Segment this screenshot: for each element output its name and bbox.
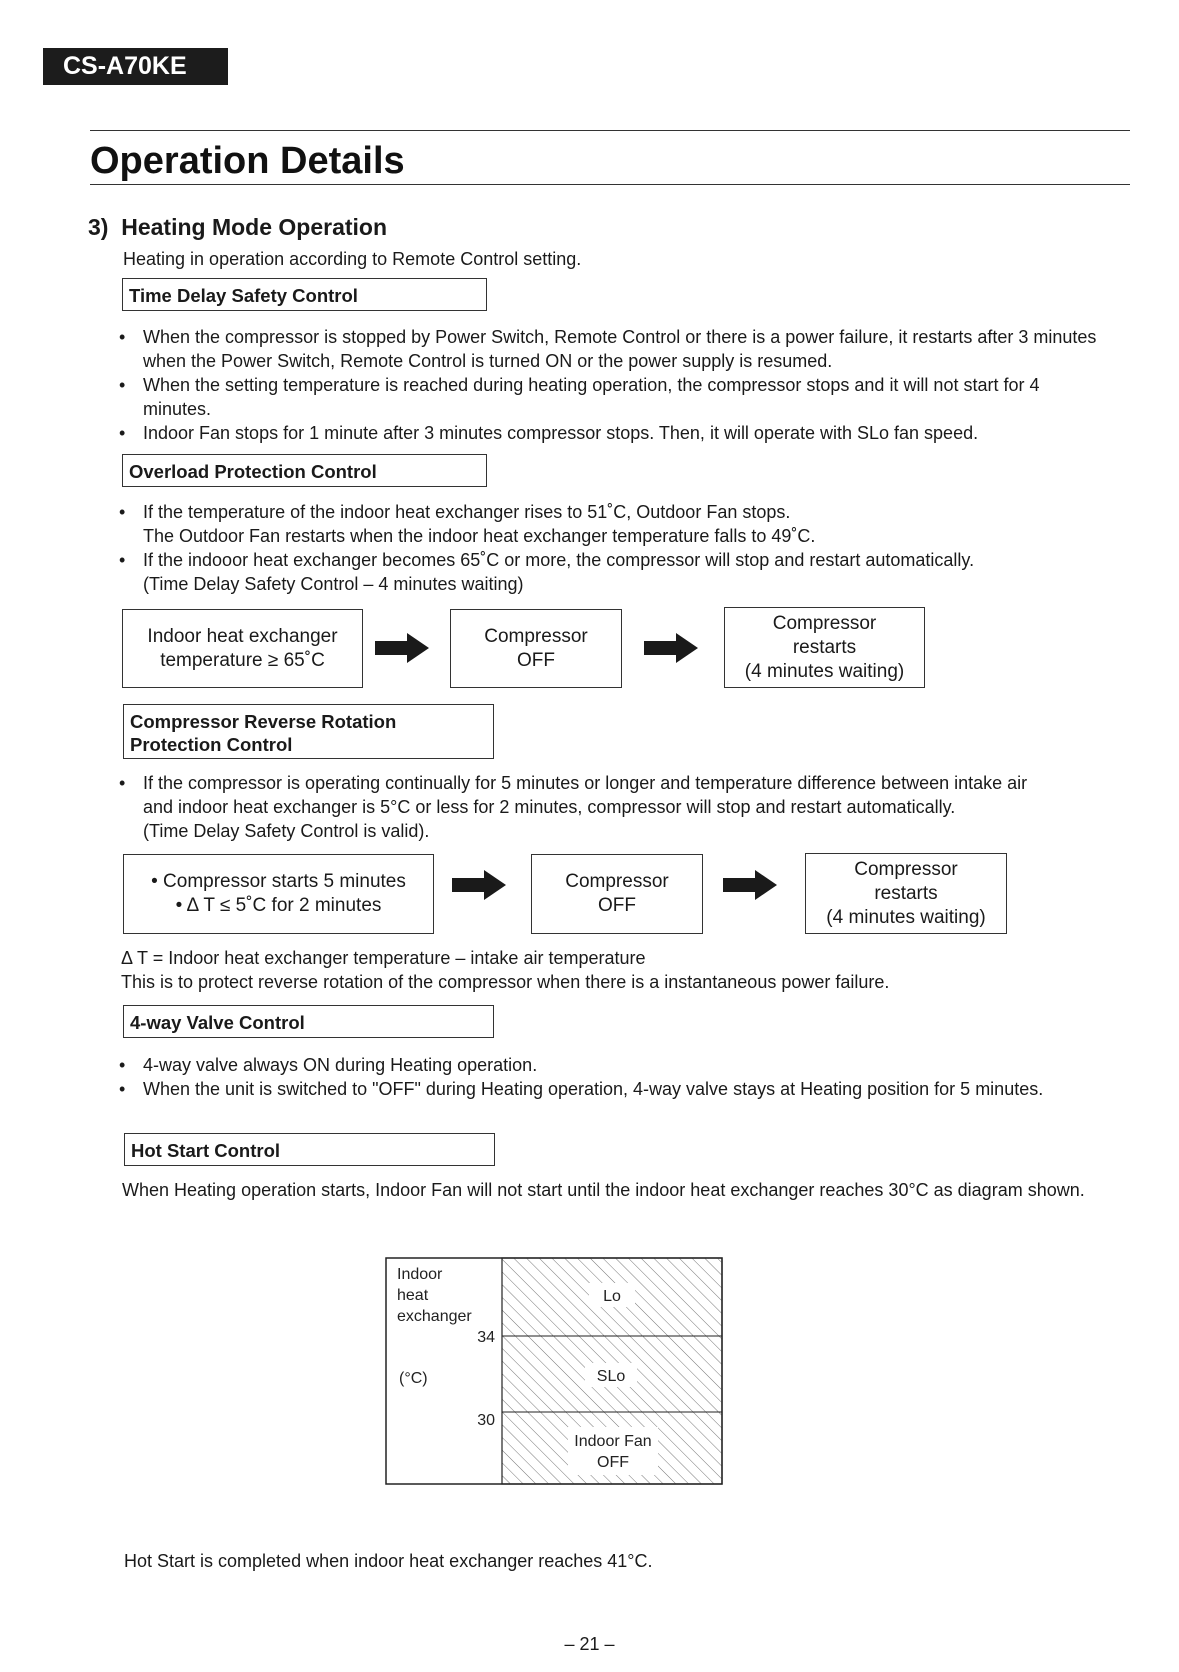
flow-box-text: • Compressor starts 5 minutes [151, 871, 406, 892]
overload-flow-condition [122, 609, 363, 688]
reverse-bullet-line: and indoor heat exchanger is 5°C or less for 2 minutes, compressor will stop and restart automatically. [143, 797, 956, 817]
flow-box-text: (4 minutes waiting) [826, 906, 986, 928]
section-description: Heating in operation according to Remote Control setting. [123, 249, 582, 269]
reverse-list [119, 771, 1119, 843]
time-delay-title: Time Delay Safety Control [122, 278, 487, 311]
flow-box-text: restarts [874, 882, 938, 904]
axis-label-line1: Indoor [397, 1266, 443, 1283]
arrow-right-icon [644, 633, 698, 663]
list-item [119, 548, 1104, 596]
overload-bullet2-line2: (Time Delay Safety Control – 4 minutes waiting) [143, 574, 524, 594]
hot-start-description: When Heating operation starts, Indoor Fan will not start until the indoor heat exchanger reaches 30°C as diagram shown. [122, 1180, 1085, 1200]
list-item: • When the unit is switched to "OFF" during Heating operation, 4-way valve stays at Heating position for 5 minutes. [119, 1077, 1129, 1101]
reverse-note-line: Δ T = Indoor heat exchanger temperature – intake air temperature [121, 948, 646, 968]
arrow-right-icon [375, 633, 429, 663]
flow-box-text: OFF [517, 649, 555, 671]
tick-label-34: 34 [477, 1329, 495, 1346]
hot-start-diagram [385, 1257, 725, 1487]
section-number: 3) [88, 214, 109, 240]
page-title: Operation Details [90, 140, 405, 182]
title-rule-top [90, 130, 1130, 131]
flow-box-text: Indoor heat exchanger [147, 625, 338, 647]
reverse-flow-compressor-off [531, 854, 703, 934]
hot-start-footer: Hot Start is completed when indoor heat exchanger reaches 41°C. [124, 1551, 653, 1571]
reverse-title-line: Compressor Reverse Rotation [130, 711, 397, 732]
reverse-bullet-line: (Time Delay Safety Control is valid). [143, 821, 430, 841]
arrow-right-icon [452, 870, 506, 900]
overload-title: Overload Protection Control [122, 454, 487, 487]
page-number: – 21 – [564, 1634, 615, 1654]
overload-flow-restart [724, 607, 925, 688]
list-item [119, 500, 1104, 548]
section-heading [88, 214, 387, 241]
overload-bullet2-line1: • If the indooor heat exchanger becomes 65˚C or more, the compressor will stop and restart automatically. [143, 550, 975, 570]
reverse-note-line: This is to protect reverse rotation of the compressor when there is a instantaneous power failure. [121, 972, 890, 992]
axis-label-line2: heat [397, 1287, 429, 1304]
list-item: • 4-way valve always ON during Heating operation. [119, 1053, 1129, 1077]
flow-box-text: Compressor [484, 625, 588, 647]
list-item: • When the setting temperature is reached during heating operation, the compressor stops and it will not start for 4 minutes. [119, 373, 1104, 421]
zone-label-fan-off-line2: OFF [597, 1454, 629, 1471]
flow-box-text: OFF [598, 895, 636, 916]
zone-label-slo: SLo [596, 1368, 626, 1385]
section-title: Heating Mode Operation [121, 214, 388, 240]
tick-label-30: 30 [477, 1412, 495, 1429]
time-delay-list [119, 325, 1104, 445]
flow-box-text: (4 minutes waiting) [744, 660, 905, 682]
flow-box-text: Compressor [565, 871, 669, 892]
flow-box-text: restarts [792, 636, 857, 658]
list-item: • Indoor Fan stops for 1 minute after 3 minutes compressor stops. Then, it will operate with SLo fan speed. [119, 421, 1104, 445]
list-item: • When the compressor is stopped by Power Switch, Remote Control or there is a power failure, it restarts after 3 minutes when the Power Switch, Remote Control is turned ON or the power supply is resumed. [119, 325, 1104, 373]
flow-box-text: • Δ T ≤ 5˚C for 2 minutes [175, 895, 382, 916]
reverse-bullet-line: • If the compressor is operating continually for 5 minutes or longer and temperature difference between intake air [143, 773, 1028, 793]
axis-unit: (°C) [399, 1370, 428, 1387]
overload-flow-compressor-off [450, 609, 622, 688]
arrow-right-icon [723, 870, 777, 900]
flow-box-text: Compressor [772, 612, 877, 634]
reverse-title-line: Protection Control [130, 734, 293, 755]
valve-list [119, 1053, 1129, 1101]
flow-box-text: temperature ≥ 65˚C [160, 649, 325, 671]
overload-bullet1-line2: The Outdoor Fan restarts when the indoor heat exchanger temperature falls to 49˚C. [143, 526, 816, 546]
axis-label-line3: exchanger [397, 1308, 472, 1325]
overload-list [119, 500, 1104, 596]
title-rule-bottom [90, 184, 1130, 185]
reverse-flow-condition [123, 854, 434, 934]
zone-label-lo: Lo [603, 1288, 621, 1305]
flow-box-text: Compressor [854, 858, 958, 880]
reverse-title [123, 704, 494, 759]
valve-title: 4-way Valve Control [123, 1005, 494, 1038]
zone-label-fan-off-line1: Indoor Fan [574, 1433, 652, 1450]
list-item [119, 771, 1119, 843]
reverse-flow-restart [805, 853, 1007, 934]
model-tag: CS-A70KE [43, 48, 228, 85]
hot-start-title: Hot Start Control [124, 1133, 495, 1166]
overload-bullet1-line1: • If the temperature of the indoor heat exchanger rises to 51˚C, Outdoor Fan stops. [143, 502, 791, 522]
reverse-note [121, 946, 889, 994]
